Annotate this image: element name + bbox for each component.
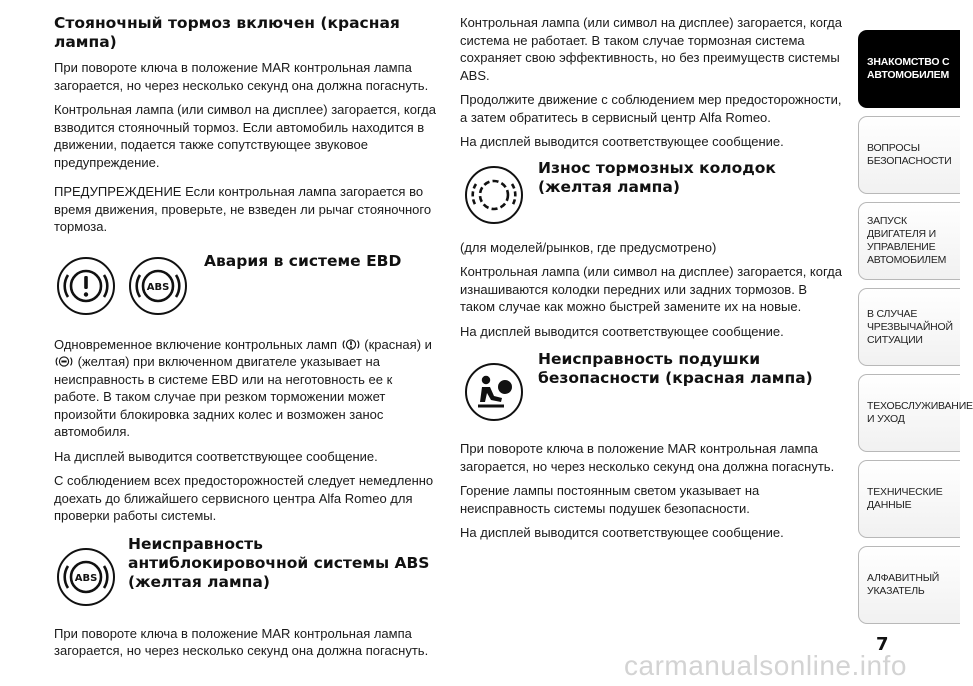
parking-brake-title: Стояночный тормоз включен (красная лампа) — [54, 14, 400, 51]
airbag-icon — [464, 362, 524, 422]
ebd-p2: На дисплей выводится соответствующее сообщение. — [54, 448, 378, 464]
page-number: 7 — [876, 634, 889, 655]
pads-header — [460, 159, 844, 239]
pads-title: Износ тормозных колодок (желтая лампа) — [538, 158, 776, 196]
airbag-p3: На дисплей выводится соответствующее сообщение. — [460, 525, 784, 540]
pads-p1: (для моделей/рынков, где предусмотрено) — [460, 239, 717, 255]
abs-inline-icon — [54, 353, 74, 370]
pads-p3: На дисплей выводится соответствующее сообщение. — [460, 323, 784, 339]
ebd-title: Авария в системе EBD — [204, 251, 402, 270]
tab-intro[interactable] — [858, 30, 960, 108]
tab-intro-label: ЗНАКОМСТВО С АВТОМОБИЛЕМ — [867, 56, 950, 81]
tab-driving[interactable] — [858, 202, 960, 280]
abs-icon-text: ABS — [146, 281, 170, 293]
ebd-p1-b: (красная) и — [364, 336, 432, 352]
watermark: carmanualsonline.info — [624, 650, 907, 681]
brake-pads-icon — [464, 165, 524, 225]
ebd-header — [54, 246, 440, 336]
abs-fault-icon — [56, 547, 116, 607]
brake-inline-icon — [341, 336, 361, 353]
airbag-p2: Горение лампы постоянным светом указывает на неисправность системы подушек безопасности. — [460, 483, 760, 516]
parking-brake-p2: Контрольная лампа (или символ на дисплее) загорается, когда взводится стояночный тормоз. Если автомобиль находится в движении, подается также сопутствующее звуковое предупреждение. — [54, 102, 436, 170]
middle-column — [460, 14, 844, 549]
abs-cont-p1: Контрольная лампа (или символ на дисплее) загорается, когда система не работает. В таком случае тормозная система сохраняет свою эффективность, но без преимуществ системы ABS. — [460, 15, 842, 83]
abs-cont-p2: Продолжите движение с соблюдением мер предосторожности, а затем обратитесь в сервисный центр Alfa Romeo. — [460, 92, 842, 125]
ebd-p1-c: (желтая) при включенном двигателе указывает на неисправность в системе EBD или на неготовность ее к работе. В таком случае при резком торможении может произойти блокировка задних колес и возможен занос автомобиля. — [54, 354, 393, 439]
tab-emergency-label: В СЛУЧАЕ ЧРЕЗВЫЧАЙНОЙ СИТУАЦИИ — [867, 307, 953, 346]
abs-fault-icon-text: ABS — [74, 572, 98, 584]
tab-index[interactable] — [858, 546, 960, 624]
tab-index-label: АЛФАВИТНЫЙ УКАЗАТЕЛЬ — [867, 572, 940, 597]
tab-tech-data-label: ТЕХНИЧЕСКИЕ ДАННЫЕ — [867, 486, 943, 511]
ebd-p3: С соблюдением всех предосторожностей следует немедленно доехать до ближайшего сервисного центра Alfa Romeo для проверки работы системы. — [54, 473, 434, 523]
tab-emergency[interactable] — [858, 288, 960, 366]
parking-brake-warning: ПРЕДУПРЕЖДЕНИЕ Если контрольная лампа загорается во время движения, проверьте, не взведен ли рычаг стояночного тормоза. — [54, 184, 432, 234]
tab-tech-data[interactable] — [858, 460, 960, 538]
airbag-p1: При повороте ключа в положение MAR контрольная лампа загорается, но через несколько секунд она должна погаснуть. — [460, 441, 835, 474]
abs-cont-p3: На дисплей выводится соответствующее сообщение. — [460, 134, 784, 149]
pads-p2: Контрольная лампа (или символ на дисплее) загорается, когда изнашиваются колодки передних или задних тормозов. В таком случае как можно быстрей замените их на новые. — [460, 264, 842, 314]
abs-warning-icon — [128, 256, 188, 316]
parking-brake-p1: При повороте ключа в положение MAR контрольная лампа загорается, но через несколько секунд она должна погаснуть. — [54, 60, 429, 93]
ebd-p1-a: Одновременное включение контрольных ламп — [54, 336, 338, 352]
left-column — [54, 14, 440, 667]
brake-warning-icon — [56, 256, 116, 316]
abs-header — [54, 535, 440, 625]
tab-maintenance-label: ТЕХОБСЛУЖИВАНИЕ И УХОД — [867, 400, 973, 425]
abs-title: Неисправность антиблокировочной системы ABS (желтая лампа) — [128, 534, 430, 591]
airbag-header — [460, 350, 844, 440]
tab-maintenance[interactable] — [858, 374, 973, 452]
abs-p1: При повороте ключа в положение MAR контрольная лампа загорается, но через несколько секунд она должна погаснуть. — [54, 625, 429, 658]
airbag-title: Неисправность подушки безопасности (красная лампа) — [538, 350, 813, 387]
tab-safety[interactable] — [858, 116, 960, 194]
tab-driving-label: ЗАПУСК ДВИГАТЕЛЯ И УПРАВЛЕНИЕ АВТОМОБИЛЕМ — [867, 215, 947, 266]
tab-safety-label: ВОПРОСЫ БЕЗОПАСНОСТИ — [867, 142, 952, 167]
ebd-p1 — [54, 336, 440, 441]
